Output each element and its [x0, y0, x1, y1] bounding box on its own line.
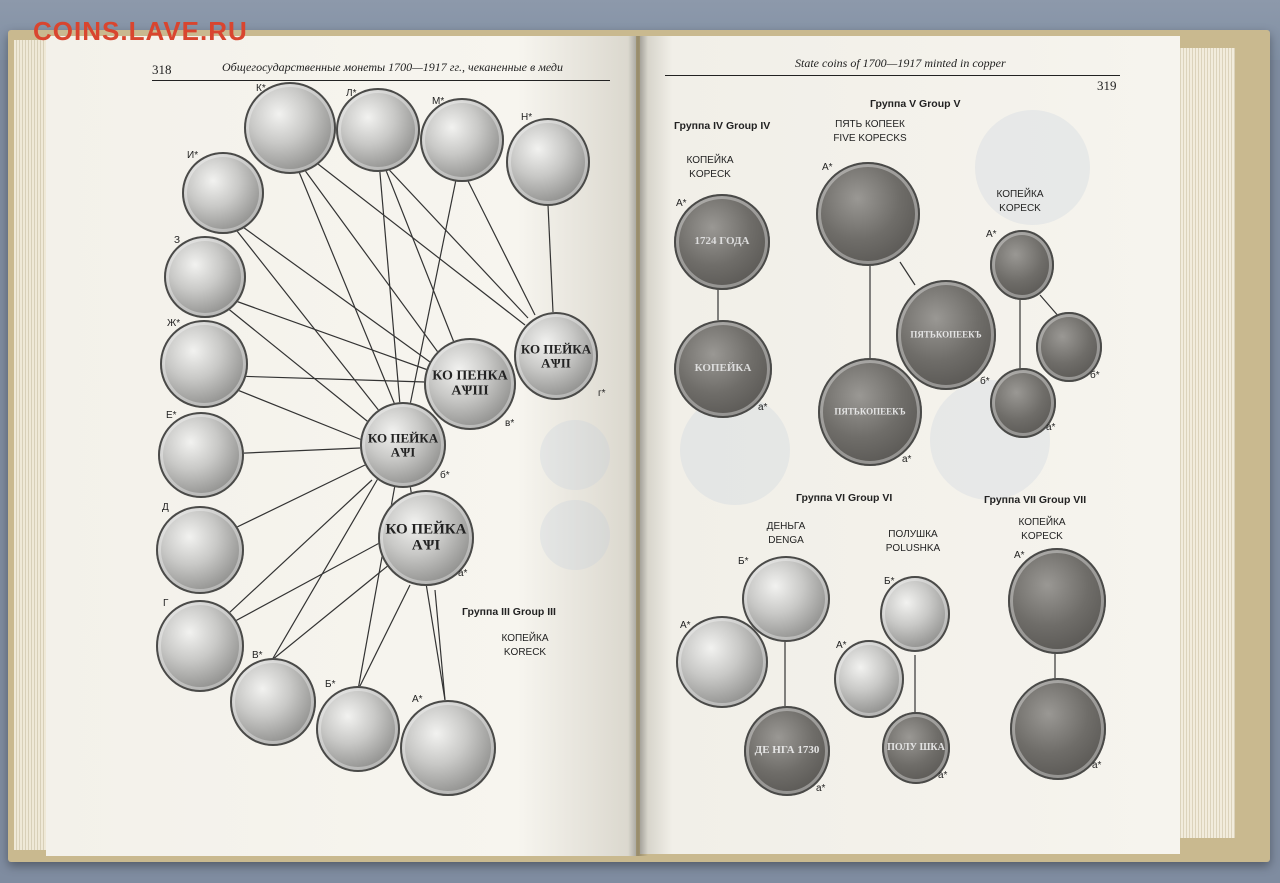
coin-polushka-reverse-text: ПОЛУ ШКА — [887, 741, 945, 753]
group-v-kopeck-caption-en: KOPECK — [999, 203, 1041, 214]
group-vii-title: Группа VII Group VII — [984, 494, 1087, 506]
watermark: COINS.LAVE.RU — [33, 16, 248, 46]
coin-e — [158, 412, 244, 498]
label-z: З — [174, 235, 181, 246]
label-g7-a-lower: а* — [1092, 760, 1102, 771]
label-g5k-b: б* — [1090, 370, 1100, 381]
label-zh: Ж* — [167, 318, 181, 329]
group-vii-caption-en: KOPECK — [1021, 531, 1063, 542]
coin-g4-obverse-text: 1724 ГОДА — [694, 235, 750, 248]
coin-g-lower-text: КО ПЕЙКА АѰII — [520, 341, 592, 370]
group-v-kopeck-caption — [990, 188, 1050, 216]
label-g5-a-lower: а* — [902, 454, 912, 465]
polushka-caption-en: POLUSHKA — [885, 543, 941, 554]
denga-caption-en: DENGA — [768, 535, 804, 546]
coin-denga-a — [676, 616, 768, 708]
label-e: Е* — [166, 410, 177, 421]
label-g5-b: б* — [980, 376, 990, 387]
label-v: В* — [252, 650, 263, 661]
label-g5-a-upper: А* — [822, 162, 833, 173]
coin-g5-reverse-b-text: ПЯТЬКОПЕЕКЪ — [910, 329, 982, 340]
label-k: К* — [256, 83, 266, 94]
label-b-lower: б* — [440, 470, 450, 481]
label-g4-a-upper: А* — [676, 198, 687, 209]
group-v-caption-ru: ПЯТЬ КОПЕЕК — [835, 119, 905, 130]
label-i: И* — [187, 150, 199, 161]
label-polushka-b: Б* — [884, 576, 895, 587]
coin-g4-reverse-text: КОПЕЙКА — [694, 362, 752, 375]
label-polushka-a-lower: а* — [938, 770, 948, 781]
polushka-caption-ru: ПОЛУШКА — [888, 529, 938, 540]
group-iii-title: Группа III Group III — [462, 606, 556, 618]
coin-polushka-b — [880, 576, 950, 652]
label-m: М* — [432, 96, 445, 107]
group-vii-caption-ru: КОПЕЙКА — [1018, 517, 1066, 528]
coin-v — [230, 658, 316, 746]
label-b: Б* — [325, 679, 336, 690]
label-l: Л* — [346, 88, 357, 99]
left-running-header: Общегосударственные монеты 1700—1917 гг., чеканенные в меди — [222, 60, 563, 74]
coin-g5-reverse-a — [818, 358, 922, 466]
label-d: Д — [162, 502, 169, 513]
coin-m — [420, 98, 504, 182]
label-g-lower: г* — [598, 388, 606, 399]
right-running-header: State coins of 1700—1917 minted in copper — [795, 56, 1006, 70]
coin-g5-obverse — [816, 162, 920, 266]
coin-denga-b — [742, 556, 830, 642]
header-rule-right — [665, 75, 1120, 76]
coin-g — [156, 600, 244, 692]
coin-g5-reverse-b — [896, 280, 996, 390]
group-v-title: Группа V Group V — [870, 98, 961, 110]
coin-g-lower — [514, 312, 598, 400]
label-denga-b: Б* — [738, 556, 749, 567]
coin-v-lower — [424, 338, 516, 430]
coin-g4-obverse — [674, 194, 770, 290]
coin-b-lower-text: КО ПЕЙКА АѰI — [367, 430, 439, 459]
label-g7-a-upper: А* — [1014, 550, 1025, 561]
label-denga-a-lower: а* — [816, 783, 826, 794]
coin-zh — [160, 320, 248, 408]
coin-d — [156, 506, 244, 594]
coin-b — [316, 686, 400, 772]
group-iii-caption-ru: КОПЕЙКА — [501, 633, 549, 644]
coin-i — [182, 152, 264, 234]
coin-b-lower — [360, 402, 446, 488]
label-g: Г — [163, 598, 169, 609]
coin-a-lower-text: КО ПЕЙКА АѰI — [385, 521, 467, 553]
group-iii-caption — [490, 632, 560, 660]
group-iv-caption — [680, 154, 740, 182]
group-iv-caption-ru: КОПЕЙКА — [686, 155, 734, 166]
header-rule-left — [152, 80, 610, 81]
denga-caption-ru: ДЕНЬГА — [766, 521, 806, 532]
coin-z — [164, 236, 246, 318]
group-iii-caption-en: KORECK — [503, 647, 547, 658]
label-g5k-a-upper: А* — [986, 229, 997, 240]
label-polushka-a: А* — [836, 640, 847, 651]
group-vi-title: Группа VI Group VI — [796, 492, 893, 504]
group-v-caption — [820, 118, 920, 146]
group-v-kopeck-caption-ru: КОПЕЙКА — [996, 189, 1044, 200]
group-v-caption-en: FIVE KOPECKS — [833, 133, 907, 144]
coin-denga-reverse-text: ДЕ НГА 1730 — [754, 744, 820, 757]
coin-v-lower-text: КО ПЕНКА АѰIII — [432, 368, 508, 398]
coin-k — [244, 82, 336, 174]
group-iv-title: Группа IV Group IV — [674, 120, 771, 132]
coin-g5-reverse-a-text: ПЯТЬКОПЕЕКЪ — [834, 406, 906, 417]
label-v-lower: в* — [505, 418, 515, 429]
group-vii-caption — [1012, 516, 1072, 544]
coin-polushka-a — [834, 640, 904, 718]
label-a-lower: а* — [458, 568, 468, 579]
coin-l — [336, 88, 420, 172]
coin-n — [506, 118, 590, 206]
label-denga-a: А* — [680, 620, 691, 631]
group-iv-caption-en: KOPECK — [689, 169, 731, 180]
label-g4-a-lower: а* — [758, 402, 768, 413]
page-number-right: 319 — [1097, 78, 1117, 93]
coin-g7-obverse — [1008, 548, 1106, 654]
coin-a — [400, 700, 496, 796]
coin-g5k-obverse — [990, 230, 1054, 300]
label-g5k-a-lower: а* — [1046, 422, 1056, 433]
polushka-caption — [878, 528, 948, 556]
page-number-left: 318 — [152, 62, 172, 77]
denga-caption — [756, 520, 816, 548]
label-a: А* — [412, 694, 423, 705]
label-n: Н* — [521, 112, 533, 123]
